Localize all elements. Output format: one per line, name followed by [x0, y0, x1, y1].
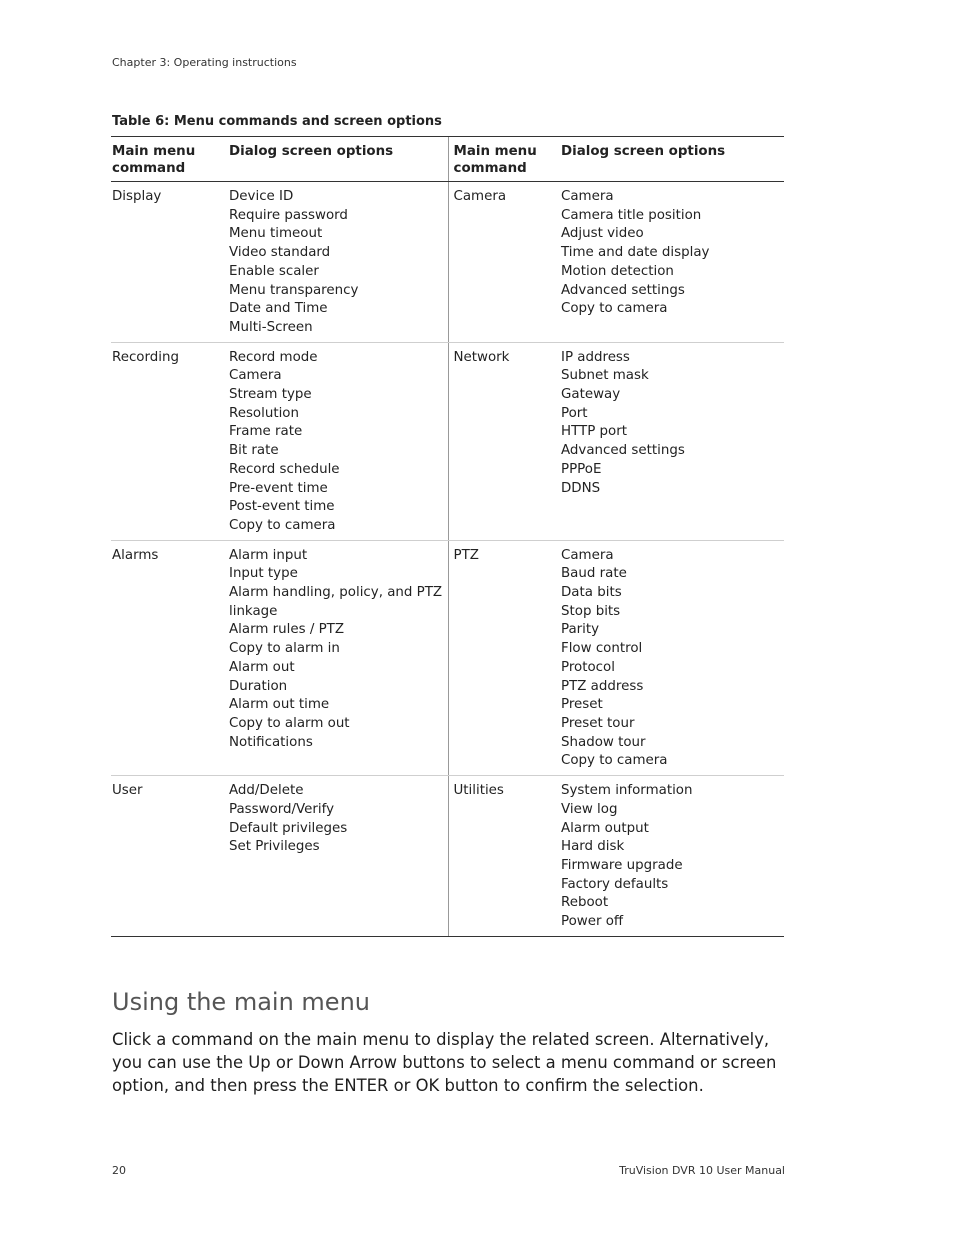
table-row — [111, 776, 784, 937]
screen-option: Set Privileges — [229, 839, 320, 855]
screen-option: Copy to alarm in — [229, 641, 340, 657]
dialog-screen-options — [228, 342, 448, 540]
header-dialog-screen-options: Dialog screen options — [560, 137, 784, 182]
screen-option: Multi-Screen — [229, 319, 313, 335]
table-row — [111, 342, 784, 540]
screen-option: Copy to camera — [561, 301, 668, 317]
screen-option: Stop bits — [561, 603, 621, 619]
screen-option: Stream type — [229, 387, 312, 403]
dialog-screen-options — [228, 776, 448, 937]
screen-option: Menu transparency — [229, 282, 359, 298]
header-main-menu-command: Main menu command — [111, 137, 228, 182]
table-row — [111, 182, 784, 343]
screen-option: Enable scaler — [229, 263, 319, 279]
screen-option: Post-event time — [229, 499, 335, 515]
screen-option: Advanced settings — [561, 443, 685, 459]
screen-option: Parity — [561, 622, 600, 638]
screen-option: Alarm input — [229, 547, 308, 563]
screen-option: Record schedule — [229, 461, 340, 477]
screen-option: Adjust video — [561, 226, 644, 242]
screen-option: Menu timeout — [229, 226, 323, 242]
screen-option: Camera — [229, 368, 282, 384]
table-caption: Table 6: Menu commands and screen options — [112, 114, 442, 129]
screen-option: Power off — [561, 914, 624, 930]
menu-commands-table — [111, 136, 784, 937]
screen-option: Alarm out — [229, 659, 295, 675]
header-dialog-screen-options: Dialog screen options — [228, 137, 448, 182]
screen-option: Record mode — [229, 349, 318, 365]
main-menu-command: Display — [111, 182, 228, 343]
screen-option: Resolution — [229, 405, 299, 421]
screen-option: Motion detection — [561, 263, 674, 279]
screen-option: Frame rate — [229, 424, 303, 440]
main-menu-command: PTZ — [448, 540, 560, 775]
section-body: Click a command on the main menu to display the related screen. Alternatively, you can use the Up or Down Arrow buttons to select a menu command or screen option, and then press the ENTER or OK button to confirm the selection. — [112, 1030, 777, 1095]
screen-option: Factory defaults — [561, 876, 669, 892]
table-header-row — [111, 137, 784, 182]
screen-option: Baud rate — [561, 566, 627, 582]
screen-option: Time and date display — [561, 245, 710, 261]
screen-option: View log — [561, 801, 618, 817]
screen-option: DDNS — [561, 480, 601, 496]
screen-option: Copy to alarm out — [229, 715, 350, 731]
section-title: Using the main menu — [112, 988, 370, 1016]
main-menu-command: Camera — [448, 182, 560, 343]
screen-option: PPPoE — [561, 461, 602, 477]
screen-option: Protocol — [561, 659, 615, 675]
screen-option: Port — [561, 405, 588, 421]
dialog-screen-options — [228, 540, 448, 775]
table-body — [111, 182, 784, 937]
dialog-screen-options — [560, 776, 784, 937]
screen-option: Data bits — [561, 585, 622, 601]
screen-option: Alarm handling, policy, and PTZ linkage — [229, 585, 443, 619]
screen-option: Bit rate — [229, 443, 279, 459]
dialog-screen-options — [560, 540, 784, 775]
main-menu-command: Network — [448, 342, 560, 540]
screen-option: Preset tour — [561, 715, 635, 731]
dialog-screen-options — [560, 182, 784, 343]
screen-option: Copy to camera — [561, 753, 668, 769]
page-number: 20 — [112, 1164, 126, 1177]
screen-option: Advanced settings — [561, 282, 685, 298]
screen-option: Duration — [229, 678, 288, 694]
screen-option: Preset — [561, 697, 603, 713]
screen-option: PTZ address — [561, 678, 644, 694]
screen-option: Require password — [229, 207, 348, 223]
table-row — [111, 540, 784, 775]
manual-title: TruVision DVR 10 User Manual — [619, 1164, 785, 1177]
screen-option: Alarm output — [561, 820, 649, 836]
screen-option: Firmware upgrade — [561, 857, 683, 873]
screen-option: IP address — [561, 349, 630, 365]
main-menu-command: User — [111, 776, 228, 937]
screen-option: Notifications — [229, 734, 313, 750]
main-menu-command: Utilities — [448, 776, 560, 937]
main-menu-command: Alarms — [111, 540, 228, 775]
screen-option: Camera — [561, 547, 614, 563]
screen-option: Shadow tour — [561, 734, 646, 750]
screen-option: HTTP port — [561, 424, 627, 440]
screen-option: Password/Verify — [229, 801, 335, 817]
screen-option: Pre-event time — [229, 480, 328, 496]
screen-option: Default privileges — [229, 820, 348, 836]
screen-option: Alarm rules / PTZ — [229, 622, 345, 638]
screen-option: Camera title position — [561, 207, 702, 223]
screen-option: Device ID — [229, 189, 294, 204]
dialog-screen-options — [228, 182, 448, 343]
screen-option: Date and Time — [229, 301, 328, 317]
screen-option: Camera — [561, 189, 614, 204]
screen-option: Reboot — [561, 895, 609, 911]
header-main-menu-command: Main menu command — [448, 137, 560, 182]
screen-option: Flow control — [561, 641, 643, 657]
screen-option: Subnet mask — [561, 368, 649, 384]
screen-option: Copy to camera — [229, 517, 336, 533]
screen-option: Gateway — [561, 387, 621, 403]
screen-option: System information — [561, 783, 693, 799]
screen-option: Input type — [229, 566, 298, 582]
screen-option: Add/Delete — [229, 783, 304, 799]
screen-option: Video standard — [229, 245, 331, 261]
dialog-screen-options — [560, 342, 784, 540]
screen-option: Alarm out time — [229, 697, 330, 713]
chapter-header: Chapter 3: Operating instructions — [112, 56, 297, 69]
main-menu-command: Recording — [111, 342, 228, 540]
screen-option: Hard disk — [561, 839, 625, 855]
